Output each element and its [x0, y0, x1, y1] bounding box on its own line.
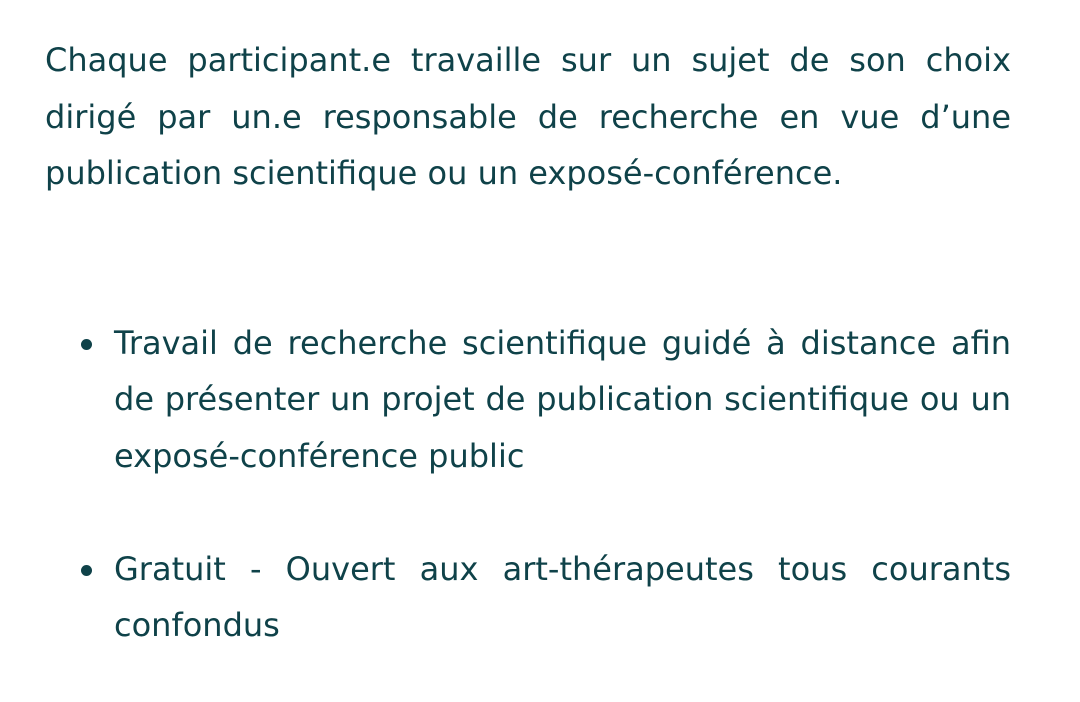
- bullet-text: Gratuit - Ouvert aux art-thérapeutes tous courants confondus: [114, 549, 1011, 644]
- bullet-item-research: [45, 315, 1011, 485]
- text-block: [45, 32, 1011, 654]
- bullet-dot-icon: [81, 339, 92, 350]
- intro-paragraph: Chaque participant.e travaille sur un sujet de son choix dirigé par un.e responsable de recherche en vue d’une publication scientifique ou un exposé-conférence.: [45, 41, 1011, 192]
- bullet-list: [45, 315, 1011, 654]
- bullet-item-free: [45, 541, 1011, 654]
- bullet-dot-icon: [81, 565, 92, 576]
- bullet-text: Travail de recherche scientifique guidé à distance afin de présenter un projet de publication scientifique ou un exposé-conférence public: [114, 323, 1011, 475]
